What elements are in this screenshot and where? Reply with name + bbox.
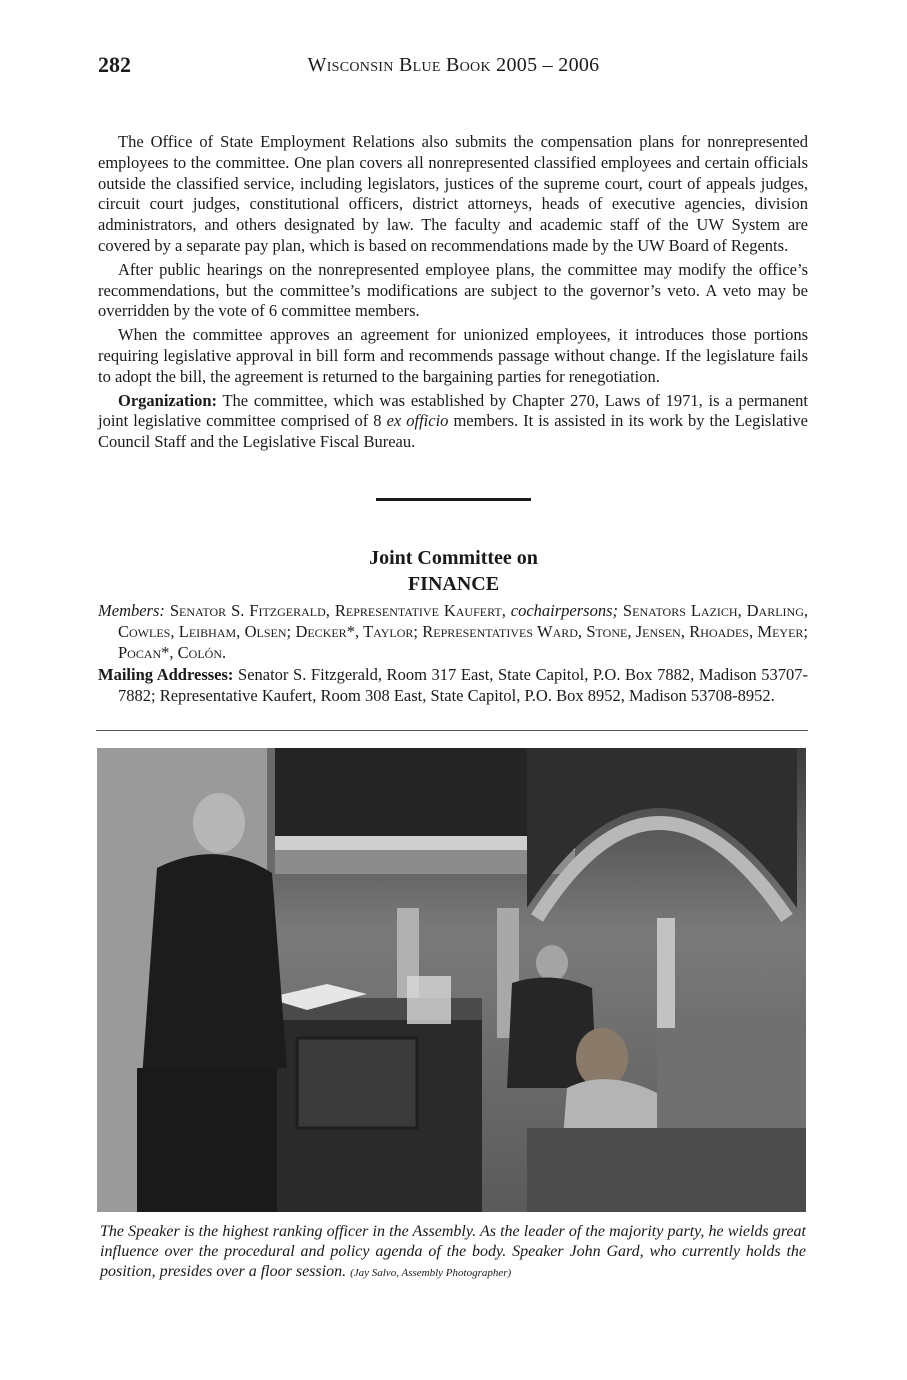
- caption-text: The Speaker is the highest ranking officer in the Assembly. As the leader of the majority party, he wields great influence over the procedural and policy agenda of the body. Speaker John Gard, who currently holds the position, presides over a floor session.: [100, 1223, 806, 1280]
- running-head: Wisconsin Blue Book 2005 – 2006: [307, 54, 600, 76]
- members-list-rest: Senators Lazich, Darling, Cowles, Leibham, Olsen; Decker*, Taylor; Representatives Ward, Stone, Jensen, Rhoades, Meyer; Pocan*, Colón.: [118, 601, 809, 662]
- mailing-label: Mailing Addresses:: [98, 665, 234, 684]
- organization-text: The committee, which was established by Chapter 270, Laws of 1971, is a permanent joint legislative committee comprised of 8: [98, 390, 808, 431]
- mailing-entry: [98, 665, 808, 707]
- members-entry: [98, 601, 808, 663]
- ex-officio-term: ex officio: [386, 411, 449, 431]
- section-title: [0, 545, 907, 597]
- photo-illustration: [97, 748, 806, 1212]
- photo-credit: (Jay Salvo, Assembly Photographer): [350, 1267, 512, 1279]
- section-divider: [376, 498, 531, 501]
- section-title-line2: FINANCE: [407, 573, 500, 595]
- members-label: Members:: [98, 601, 165, 620]
- paragraph: The Office of State Employment Relations also submits the compensation plans for nonrepresented employees to the committee. One plan covers all nonrepresented classified employees and certain officials outside the classified service, including legislators, justices of the supreme court, court of appeals judges, circuit court judges, constitutional officers, district attorneys, heads of executive agencies, division administrators, and others designated by law. The faculty and academic staff of the UW System are covered by a separate pay plan, which is based on recommendations made by the UW Board of Regents.: [98, 132, 808, 255]
- members-list: Senator S. Fitzgerald, Representative Kaufert,: [164, 601, 511, 620]
- page-number: 282: [98, 52, 131, 77]
- organization-paragraph: [98, 391, 808, 453]
- photo-top-rule: [96, 730, 808, 731]
- mailing-text: Senator S. Fitzgerald, Room 317 East, State Capitol, P.O. Box 7882, Madison 53707-7882; Representative Kaufert, Room 308 East, State Capitol, P.O. Box 8952, Madison 53708-8952.: [118, 665, 808, 705]
- members-role: cochairpersons;: [510, 601, 618, 620]
- section-title-line1: Joint Committee on: [369, 547, 538, 569]
- body-text: [98, 132, 808, 456]
- organization-label: Organization:: [118, 390, 217, 410]
- paragraph: When the committee approves an agreement for unionized employees, it introduces those portions requiring legislative approval in bill form and recommends passage without change. If the legislature fails to adopt the bill, the agreement is returned to the bargaining parties for renegotiation.: [98, 325, 808, 386]
- photo-caption: [100, 1222, 806, 1283]
- paragraph: After public hearings on the nonrepresented employee plans, the committee may modify the office’s recommendations, but the committee’s modifications are subject to the governor’s veto. A veto may be overridden by the vote of 6 committee members.: [98, 259, 808, 321]
- organization-text-end: members. It is assisted in its work by the Legislative Council Staff and the Legislative Fiscal Bureau.: [98, 411, 809, 452]
- assembly-chamber-photo: [97, 748, 806, 1212]
